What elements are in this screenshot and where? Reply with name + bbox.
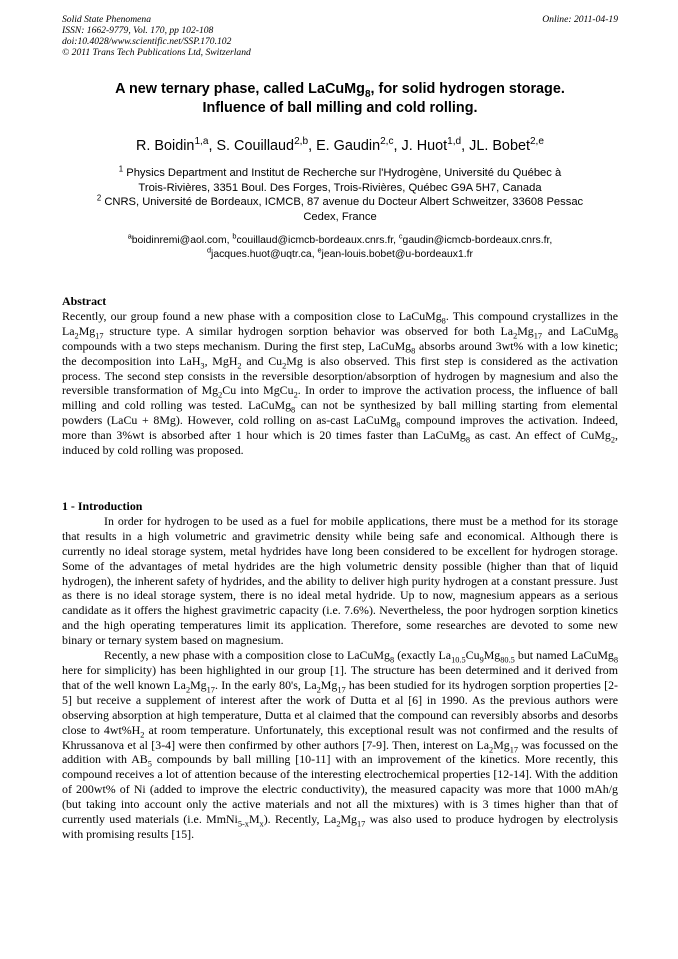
- affiliation-number: 2: [96, 193, 102, 203]
- affiliation-1-line2: Trois-Rivières, 3351 Boul. Des Forges, Trois-Rivières, Québec G9A 5H7, Canada: [138, 181, 542, 194]
- author-affil-sup: 2,b: [294, 136, 309, 148]
- paper-title: [62, 80, 618, 118]
- email-link[interactable]: boidinremi@aol.com: [131, 235, 227, 246]
- journal-header: [62, 14, 618, 58]
- affiliations: [58, 166, 622, 224]
- copyright-line: © 2011 Trans Tech Publications Ltd, Switzerland: [62, 47, 251, 58]
- author-list: [62, 137, 618, 155]
- affiliation-number: 1: [118, 164, 124, 174]
- introduction-text: [62, 514, 618, 842]
- journal-name: Solid State Phenomena: [62, 14, 151, 25]
- affiliation-text: Physics Department and Institut de Recherche sur l'Hydrogène, Université du Québec à: [126, 167, 562, 179]
- author-separator: ,: [393, 138, 402, 154]
- introduction-section: [62, 499, 618, 842]
- title-line2: Influence of ball milling and cold rolling.: [202, 100, 478, 116]
- author-affil-sup: 1,d: [447, 136, 462, 148]
- author-affil-sup: 2,e: [529, 136, 544, 148]
- email-link[interactable]: jacques.huot@uqtr.ca: [211, 249, 312, 260]
- abstract-text: Recently, our group found a new phase with a composition close to LaCuMg$_8$. This compound crystallizes in the $La_2Mg_{17}$ structure type. A similar hydrogen sorption behavior was observed for both $La_2Mg_{17}$ and LaCuMg$_8$ compounds with a two steps mechanism. During the first step, LaCuMg$_8$ absorbs around 3wt% with a low kinetic; the decomposition into LaH$_3$, MgH$_2$ and $Cu_2Mg$ is also observed. This first step is considered as the activation process. The second step consists in the reversible desorption/absorption of hydrogen by magnesium and also the reversible transformation of $Mg_2Cu$ into MgCu$_2$. In order to improve the activation process, the influence of ball milling and cold rolling was tested. LaCuMg$_8$ can not be synthesized by ball milling starting from elemental powders (LaCu + 8Mg). However, cold rolling on as-cast LaCuMg$_8$ compound improves the activation. Indeed, more than 3%wt is absorbed after 1 hour which is 20 times faster than LaCuMg$_8$ as cast. An effect of CuMg$_2$, induced by cold rolling was proposed.: [62, 308, 619, 458]
- author-name: JL. Bobet: [469, 138, 530, 154]
- author-separator: ,: [208, 138, 217, 154]
- affiliation-2-line2: Cedex, France: [303, 210, 377, 223]
- title-part2: , for solid hydrogen storage.: [370, 81, 565, 97]
- abstract-heading: Abstract: [62, 294, 107, 308]
- author-name: R. Boidin: [136, 138, 195, 154]
- abstract-section: [62, 294, 618, 458]
- doi-line: doi:10.4028/www.scientific.net/SSP.170.102: [62, 36, 232, 47]
- email-link[interactable]: gaudin@icmcb-bordeaux.cnrs.fr: [402, 235, 550, 246]
- email-link[interactable]: jean-louis.bobet@u-bordeaux1.fr: [321, 249, 474, 260]
- email-link[interactable]: couillaud@icmcb-bordeaux.cnrs.fr: [236, 235, 394, 246]
- author-affil-sup: 2,c: [380, 136, 394, 148]
- author-name: S. Couillaud: [216, 138, 295, 154]
- intro-paragraph-1: In order for hydrogen to be used as a fuel for mobile applications, there must be a method for its storage that results in a high volumetric and gravimetric density while being safe and economical. Although there is currently no ideal storage system, metal hydrides have long been considered to be excellent for hydrogen storage. Some of the advantages of metal hydrides are the high volumetric density possible (higher than that of liquid hydrogen), the inherent safety of hydrides, and the ability to deliver high purity hydrogen at a constant pressure. Just as there is no ideal storage system, there is no ideal metal hydride. Up to now, magnesium appears as a serious candidate as it offers the highest gravimetric capacity (i.e. 7.6%). Nevertheless, the poor hydrogen sorption kinetics and the high operating temperatures limit its application. Therefore, some researches are devoted to some new binary or ternary system based on magnesium.: [62, 513, 618, 648]
- title-sub: 8: [364, 88, 371, 100]
- affiliation-text: CNRS, Université de Bordeaux, ICMCB, 87 avenue du Docteur Albert Schweitzer, 33608 Pessac: [104, 196, 584, 208]
- introduction-heading: 1 - Introduction: [62, 499, 143, 513]
- author-name: J. Huot: [401, 138, 448, 154]
- author-affil-sup: 1,a: [194, 136, 209, 148]
- author-name: E. Gaudin: [316, 138, 381, 154]
- issn-line: ISSN: 1662-9779, Vol. 170, pp 102-108: [62, 25, 214, 36]
- author-separator: ,: [461, 138, 470, 154]
- author-separator: ,: [308, 138, 317, 154]
- affiliation-2-line1: [58, 195, 622, 210]
- title-part1: A new ternary phase, called LaCuMg: [115, 81, 365, 97]
- online-date: Online: 2011-04-19: [542, 14, 618, 25]
- affiliation-1-line1: [58, 166, 622, 181]
- author-emails: $^a$boidinremi@aol.com, $^b$couillaud@icmcb-bordeaux.cnrs.fr, $^c$gaudin@icmcb-bordeaux.cnrs.fr, $^d$jacques.huot@uqtr.ca, $^e$jean-louis.bobet@u-bordeaux1.fr: [127, 231, 553, 260]
- intro-paragraph-2: Recently, a new phase with a composition close to LaCuMg$_8$ (exactly $La_{10.5}Cu_9Mg_{80.5}$ but named LaCuMg$_8$ here for simplicity) has been highlighted in our group [1]. The structure has been determined and it derived from that of the well known $La_2Mg_{17}$. In the early 80's, $La_2Mg_{17}$ has been studied for its hydrogen sorption properties [2-5] but receive a supplement of interest after the work of Dutta et al [6] in 1990. As the previous authors were observing absorption at high temperature, Dutta et al claimed that the compound can reversibly absorbs and desorbs close to $4wt\%H_2$ at room temperature. Unfortunately, this exceptional result was not confirmed and the results of Khrussanova et al [3-4] were then confirmed by other authors [7-9]. Then, interest on $La_2Mg_{17}$ was focussed on the addition with $AB_5$ compounds by ball milling [10-11] with an improvement of the kinetics. More recently, this compound receives a lot of attention because of the interesting electrochemical properties [12-14]. With the addition of 200wt% of Ni (added to improve the electric conductivity), the measured capacity was more that 1000 mAh/g (but taking into account only the active materials and not all the mixtures) with is 3 times higher than that of currently used materials (i.e. $MmNi_{5-x}M_x$). Recently, $La_2Mg_{17}$ was also used to produce hydrogen by electrolysis with promising results [15].: [62, 648, 619, 841]
